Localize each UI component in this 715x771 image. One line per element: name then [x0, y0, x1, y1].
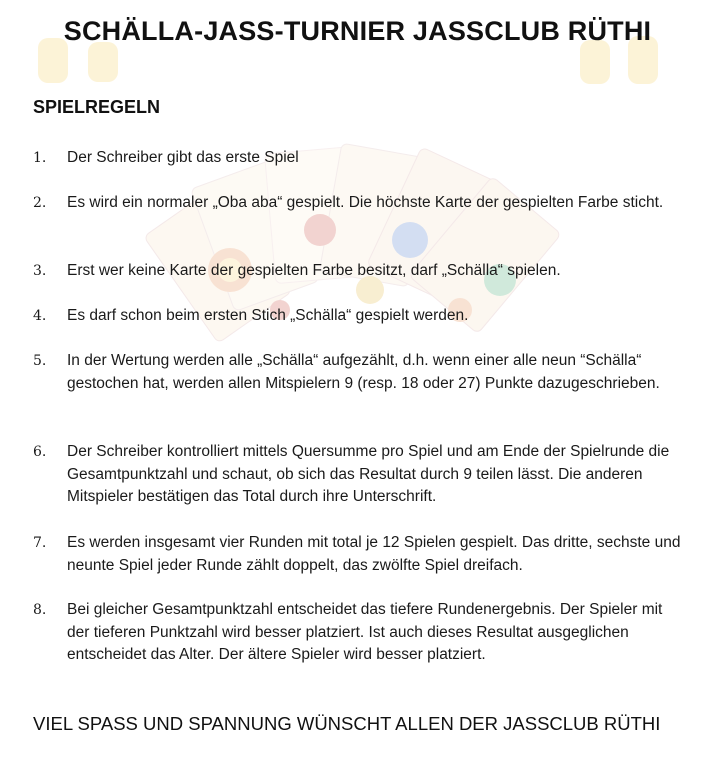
rule-text: Es darf schon beim ersten Stich „Schälla“ gespielt werden.: [67, 307, 469, 324]
page-title: SCHÄLLA-JASS-TURNIER JASSCLUB RÜTHI: [63, 16, 652, 46]
rule-number: 2.: [33, 195, 47, 211]
rule-number: 5.: [33, 353, 47, 369]
closing-line: VIEL SPASS UND SPANNUNG WÜNSCHT ALLEN DER JASSCLUB RÜTHI: [33, 713, 661, 734]
section-heading: SPIELREGELN: [33, 97, 161, 117]
rule-text: Bei gleicher Gesamtpunktzahl entscheidet das tiefere Rundenergebnis. Der Spieler mit der tieferen Punktzahl wird besser platziert. Ist auch dieses Resultat ausgeglichen entscheidet das Alter. Der ältere Spieler wird besser platziert.: [67, 601, 663, 663]
rule-item-8: [33, 599, 683, 667]
rule-item-2: [33, 192, 683, 215]
rule-number: 3.: [33, 263, 47, 279]
rule-text: In der Wertung werden alle „Schälla“ aufgezählt, d.h. wenn einer alle neun “Schälla“ gestochen hat, werden allen Mitspielern 9 (resp. 18 oder 27) Punkte dazugeschrieben.: [67, 352, 660, 392]
rule-item-1: [33, 147, 683, 170]
rule-item-3: [33, 260, 683, 283]
rule-number: 4.: [33, 308, 47, 324]
rule-item-5: [33, 350, 683, 395]
rule-item-4: [33, 305, 683, 328]
rule-number: 6.: [33, 444, 47, 460]
rule-item-7: [33, 532, 683, 577]
rule-text: Es wird ein normaler „Oba aba“ gespielt. Die höchste Karte der gespielten Farbe sticht.: [67, 194, 664, 211]
rule-text: Es werden insgesamt vier Runden mit total je 12 Spielen gespielt. Das dritte, sechste und neunte Spiel jeder Runde zählt doppelt, das zwölfte Spiel dreifach.: [67, 534, 681, 574]
rule-number: 7.: [33, 535, 47, 551]
rule-text: Erst wer keine Karte der gespielten Farbe besitzt, darf „Schälla“ spielen.: [67, 262, 561, 279]
rule-text: Der Schreiber kontrolliert mittels Quersumme pro Spiel und am Ende der Spielrunde die Gesamtpunktzahl und schaut, ob sich das Resultat durch 9 teilen lässt. Die anderen Mitspieler bestätigen das Total durch ihre Unterschrift.: [67, 443, 670, 505]
rule-text: Der Schreiber gibt das erste Spiel: [67, 149, 299, 166]
rule-number: 8.: [33, 602, 47, 618]
rule-item-6: [33, 441, 683, 509]
rule-number: 1.: [33, 150, 47, 166]
